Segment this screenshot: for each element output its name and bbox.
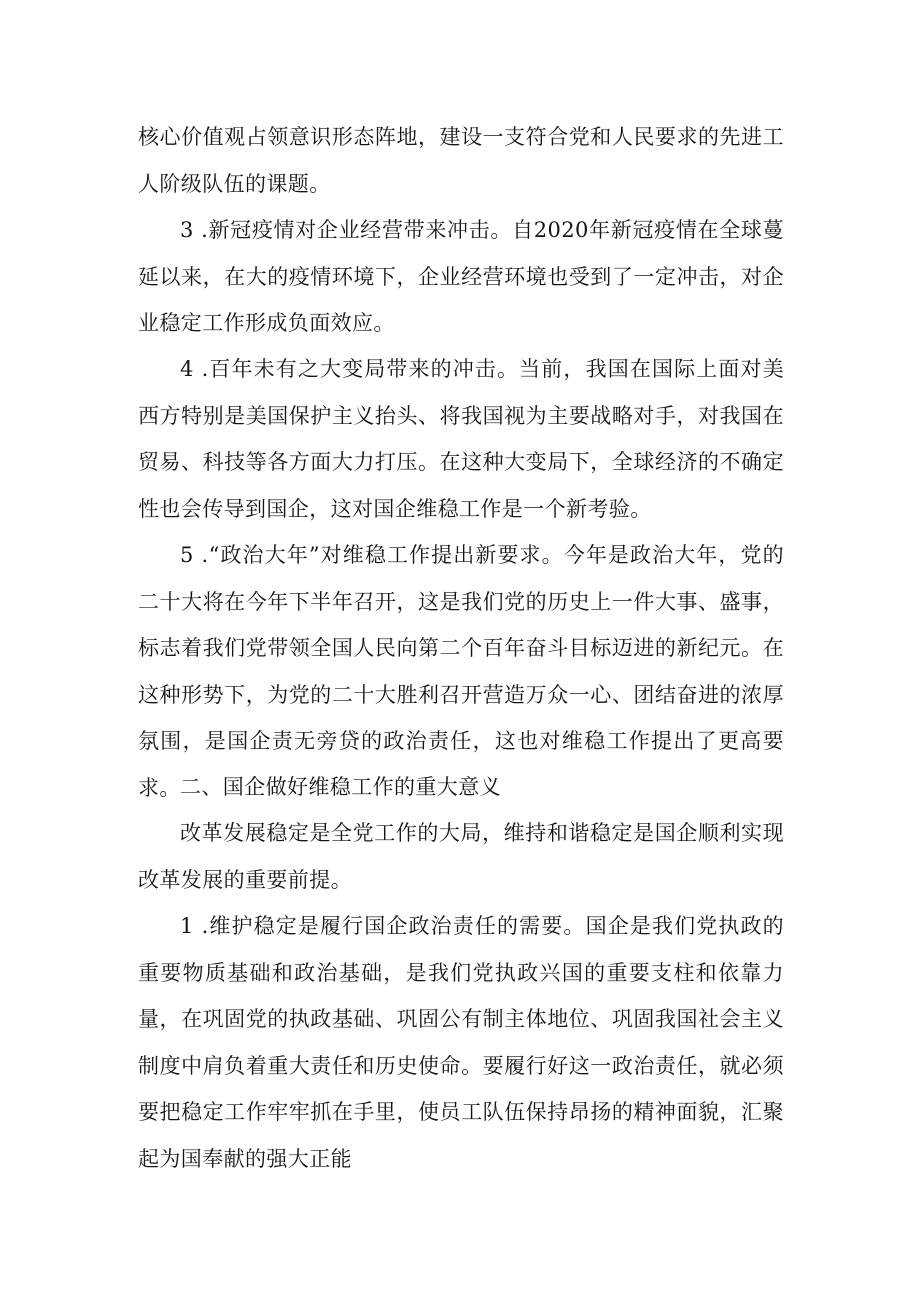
paragraph-item-3: 3 .新冠疫情对企业经营带来冲击。自2020年新冠疫情在全球蔓延以来，在大的疫情环境下，企业经营环境也受到了一定冲击，对企业稳定工作形成负面效应。 <box>138 218 784 336</box>
section-heading: 二、国企做好维稳工作的重大意义 <box>180 775 501 799</box>
paragraph-item-5: 5 .“政治大年”对维稳工作提出新要求。今年是政治大年，党的二十大将在今年下半年召开，这是我们党的历史上一件大事、盛事，标志着我们党带领全国人民向第二个百年奋斗目标迈进的新纪元。在这种形势下，为党的二十大胜利召开营造万众一心、团结奋进的浓厚氛围，是国企责无旁贷的政治责任，这也对维稳工作提出了更高要求。 <box>138 543 784 800</box>
paragraph-continuation: 核心价值观占领意识形态阵地，建设一支符合党和人民要求的先进工人阶级队伍的课题。 <box>138 125 784 196</box>
paragraph-intro: 改革发展稳定是全党工作的大局，维持和谐稳定是国企顺利实现改革发展的重要前提。 <box>138 821 784 892</box>
paragraph-item-4: 4 .百年未有之大变局带来的冲击。当前，我国在国际上面对美西方特别是美国保护主义抬头、将我国视为主要战略对手，对我国在贸易、科技等各方面大力打压。在这种大变局下，全球经济的不确定性也会传导到国企，这对国企维稳工作是一个新考验。 <box>138 357 784 521</box>
paragraph-item-1: 1 .维护稳定是履行国企政治责任的需要。国企是我们党执政的重要物质基础和政治基础，是我们党执政兴国的重要支柱和依靠力量，在巩固党的执政基础、巩固公有制主体地位、巩固我国社会主义制度中肩负着重大责任和历史使命。要履行好这一政治责任，就必须要把稳定工作牢牢抓在手里，使员工队伍保持昂扬的精神面貌，汇聚起为国奉献的强大正能 <box>138 914 784 1171</box>
